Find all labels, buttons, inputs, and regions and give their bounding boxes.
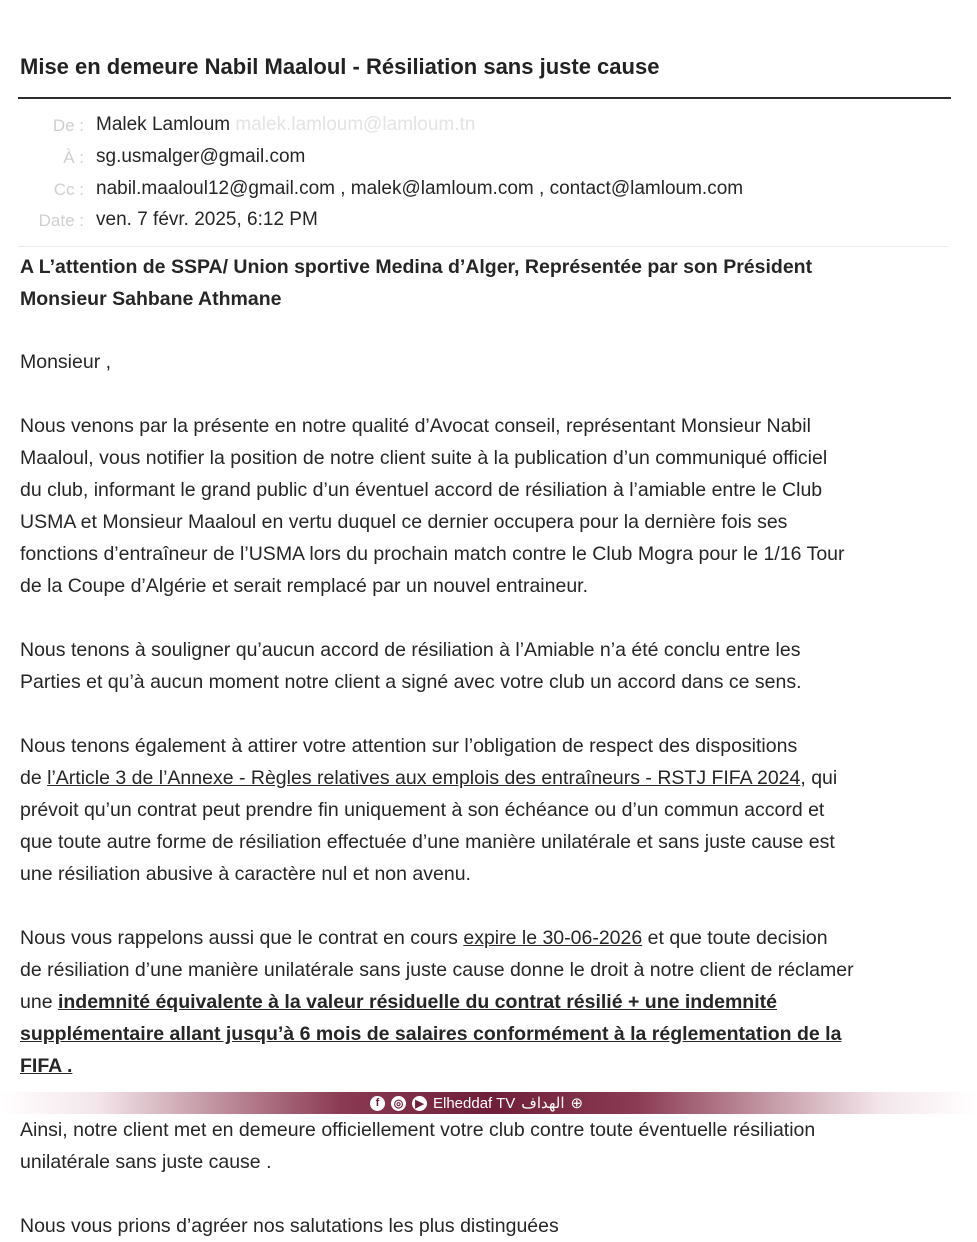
text-line <box>20 922 955 954</box>
text-line: unilatérale sans juste cause . <box>20 1151 272 1173</box>
text-line <box>20 762 955 794</box>
watermark-brand: Elheddaf TV <box>433 1094 516 1112</box>
paragraph-1 <box>20 410 955 602</box>
text-line: fonctions d’entraîneur de l’USMA lors du prochain match contre le Club Mogra pour le 1/16 Tour <box>20 543 845 565</box>
subject-divider <box>18 97 951 99</box>
cc-label: Cc : <box>53 180 84 199</box>
contract-expiry: expire le 30-06-2026 <box>463 927 643 949</box>
recipient[interactable]: sg.usmalger@gmail.com <box>96 146 306 167</box>
text-line: supplémentaire allant jusqu’à 6 mois de salaires conformément à la réglementation de la <box>20 1023 842 1045</box>
text-fragment: , qui <box>800 767 838 789</box>
fifa-rstj-article-link[interactable]: l’Article 3 de l’Annexe - Règles relatives aux emplois des entraîneurs - RSTJ FIFA 2024 <box>47 767 801 789</box>
text-line: de la Coupe d’Algérie et serait remplacé par un nouvel entraineur. <box>20 575 589 597</box>
header-divider <box>18 246 948 247</box>
watermark-banner <box>0 1092 977 1114</box>
text-line: Ainsi, notre client met en demeure officiellement votre club contre toute éventuelle résiliation <box>20 1119 816 1141</box>
watermark-brand-arabic: الهداف <box>521 1095 565 1112</box>
closing-line: Nous vous prions d’agréer nos salutations les plus distinguées <box>20 1215 559 1237</box>
text-line: Nous tenons à souligner qu’aucun accord de résiliation à l’Amiable n’a été conclu entre les <box>20 639 801 661</box>
indemnity-clause: indemnité équivalente à la valeur résiduelle du contrat résilié + une indemnité <box>57 991 777 1013</box>
sender-name: Malek Lamloum <box>96 114 231 135</box>
facebook-icon: f <box>370 1096 385 1111</box>
text-line: que toute autre forme de résiliation effectuée d’une manière unilatérale et sans juste cause est <box>20 831 835 853</box>
text-line: une résiliation abusive à caractère nul et non avenu. <box>20 863 471 885</box>
text-line: du club, informant le grand public d’un éventuel accord de résiliation à l’amiable entre le Club <box>20 479 823 501</box>
attention-line: A L’attention de SSPA/ Union sportive Medina d’Alger, Représentée par son Président <box>20 256 813 278</box>
attention-block <box>20 251 955 315</box>
text-fragment: et que toute decision <box>642 927 828 949</box>
youtube-icon: ▶ <box>412 1096 427 1111</box>
text-line <box>20 986 955 1018</box>
text-line: Maaloul, vous notifier la position de notre client suite à la publication d’un communiqué officiel <box>20 447 828 469</box>
text-line: FIFA . <box>20 1055 73 1077</box>
paragraph-5 <box>20 1114 955 1178</box>
attention-line: Monsieur Sahbane Athmane <box>20 288 282 310</box>
sender-email: malek.lamloum@lamloum.tn <box>235 114 476 135</box>
to-label: À : <box>63 148 84 167</box>
paragraph-2 <box>20 634 955 698</box>
instagram-icon: ◎ <box>391 1096 406 1111</box>
greeting: Monsieur , <box>20 351 112 373</box>
text-line: prévoit qu’un contrat peut prendre fin uniquement à son échéance ou d’un commun accord et <box>20 799 825 821</box>
text-line: Nous venons par la présente en notre qualité d’Avocat conseil, représentant Monsieur Nabil <box>20 415 811 437</box>
sent-date: ven. 7 févr. 2025, 6:12 PM <box>96 209 318 230</box>
watermark-content <box>370 1094 583 1112</box>
text-line: USMA et Monsieur Maaloul en vertu duquel ce dernier occupera pour la dernière fois ses <box>20 511 788 533</box>
date-label: Date : <box>38 211 84 230</box>
text-fragment: une <box>20 991 58 1013</box>
from-label: De : <box>52 116 84 135</box>
text-line: Parties et qu’à aucun moment notre client a signé avec votre club un accord dans ce sens. <box>20 671 802 693</box>
paragraph-4 <box>20 922 955 1082</box>
email-subject: Mise en demeure Nabil Maaloul - Résiliation sans juste cause <box>20 54 660 79</box>
cc-recipients[interactable]: nabil.maaloul12@gmail.com , malek@lamloum.com , contact@lamloum.com <box>96 178 744 199</box>
text-line: de résiliation d’une manière unilatérale sans juste cause donne le droit à notre client de réclamer <box>20 959 854 981</box>
watermark-logo-icon: ⊕ <box>570 1095 584 1112</box>
paragraph-3 <box>20 730 955 890</box>
text-fragment: Nous vous rappelons aussi que le contrat en cours <box>20 927 464 949</box>
text-line: Nous tenons également à attirer votre attention sur l’obligation de respect des dispositions <box>20 735 798 757</box>
sender[interactable] <box>96 114 475 136</box>
text-fragment: de <box>20 767 48 789</box>
